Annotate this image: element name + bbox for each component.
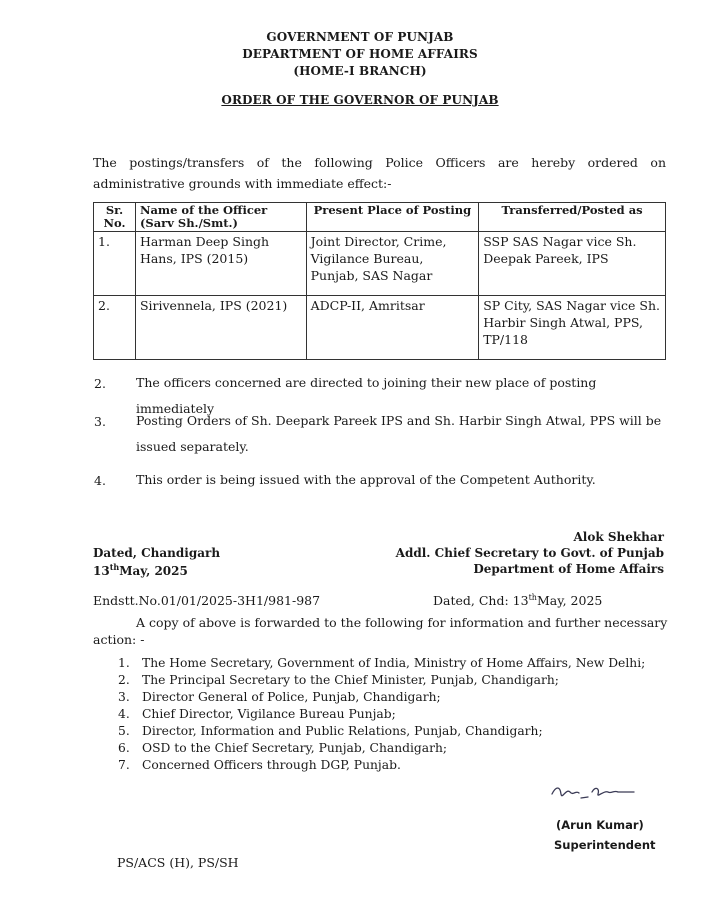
header-transferred-as: Transferred/Posted as — [479, 203, 666, 232]
row-officer-name: Sirivennela, IPS (2021) — [135, 296, 306, 360]
row-present-posting: Joint Director, Crime, Vigilance Bureau, Punjab, SAS Nagar — [306, 232, 479, 296]
row-transferred-as: SP City, SAS Nagar vice Sh. Harbir Singh Atwal, PPS, TP/118 — [479, 296, 666, 360]
dated-place: Dated, Chandigarh — [93, 546, 221, 560]
row-present-posting: ADCP-II, Amritsar — [306, 296, 479, 360]
branch-heading: (HOME-I BRANCH) — [293, 64, 427, 78]
superintendent-name: (Arun Kumar) — [556, 818, 644, 832]
row-officer-name: Harman Deep Singh Hans, IPS (2015) — [135, 232, 306, 296]
department-heading: DEPARTMENT OF HOME AFFAIRS — [242, 47, 478, 61]
footer-copy-to: PS/ACS (H), PS/SH — [117, 855, 239, 870]
copy-forward-action: action: - — [93, 632, 145, 647]
list-item: 4. Chief Director, Vigilance Bureau Punjab; — [118, 707, 396, 721]
superintendent-designation: Superintendent — [554, 838, 656, 852]
list-item: 3. Director General of Police, Punjab, Chandigarh; — [118, 690, 441, 704]
list-item: 1. The Home Secretary, Government of India, Ministry of Home Affairs, New Delhi; — [118, 656, 646, 670]
paragraph-text: This order is being issued with the approval of the Competent Authority. — [136, 472, 596, 487]
handwritten-signature — [548, 780, 638, 806]
endorsement-date: Dated, Chd: 13thMay, 2025 — [433, 593, 603, 609]
paragraph-text: Posting Orders of Sh. Deepark Pareek IPS and Sh. Harbir Singh Atwal, PPS will be issued separately. — [136, 413, 662, 454]
row-sr: 1. — [94, 232, 136, 296]
row-transferred-as: SSP SAS Nagar vice Sh. Deepak Pareek, IPS — [479, 232, 666, 296]
endorsement-number: Endstt.No.01/01/2025-3H1/981-987 — [93, 593, 321, 608]
dated-date: 13thMay, 2025 — [93, 562, 188, 578]
header-officer-name: Name of the Officer (Sarv Sh./Smt.) — [135, 203, 306, 232]
table-row — [94, 232, 666, 296]
header-sr-no: Sr. No. — [94, 203, 136, 232]
paragraph-number: 4. — [94, 473, 106, 488]
row-sr: 2. — [94, 296, 136, 360]
signatory-designation: Addl. Chief Secretary to Govt. of Punjab — [395, 546, 664, 560]
list-item: 5. Director, Information and Public Relations, Punjab, Chandigarh; — [118, 724, 543, 738]
postings-table — [93, 202, 666, 360]
table-row — [94, 296, 666, 360]
copy-forward-line: A copy of above is forwarded to the following for information and further necessary — [136, 615, 668, 630]
intro-paragraph: The postings/transfers of the following Police Officers are hereby ordered on administrative grounds with immediate effect:- — [93, 155, 666, 191]
order-title: ORDER OF THE GOVERNOR OF PUNJAB — [221, 93, 499, 107]
paragraph-number: 2. — [94, 376, 106, 391]
paragraph-number: 3. — [94, 414, 106, 429]
signatory-name: Alok Shekhar — [573, 530, 664, 544]
header-present-posting: Present Place of Posting — [306, 203, 479, 232]
table-header-row — [94, 203, 666, 232]
govt-heading: GOVERNMENT OF PUNJAB — [266, 30, 454, 44]
paragraph-text: The officers concerned are directed to joining their new place of posting immediately — [136, 375, 597, 416]
list-item: 7. Concerned Officers through DGP, Punjab. — [118, 758, 401, 772]
list-item: 2. The Principal Secretary to the Chief Minister, Punjab, Chandigarh; — [118, 673, 559, 687]
list-item: 6. OSD to the Chief Secretary, Punjab, Chandigarh; — [118, 741, 448, 755]
signatory-department: Department of Home Affairs — [473, 562, 664, 576]
